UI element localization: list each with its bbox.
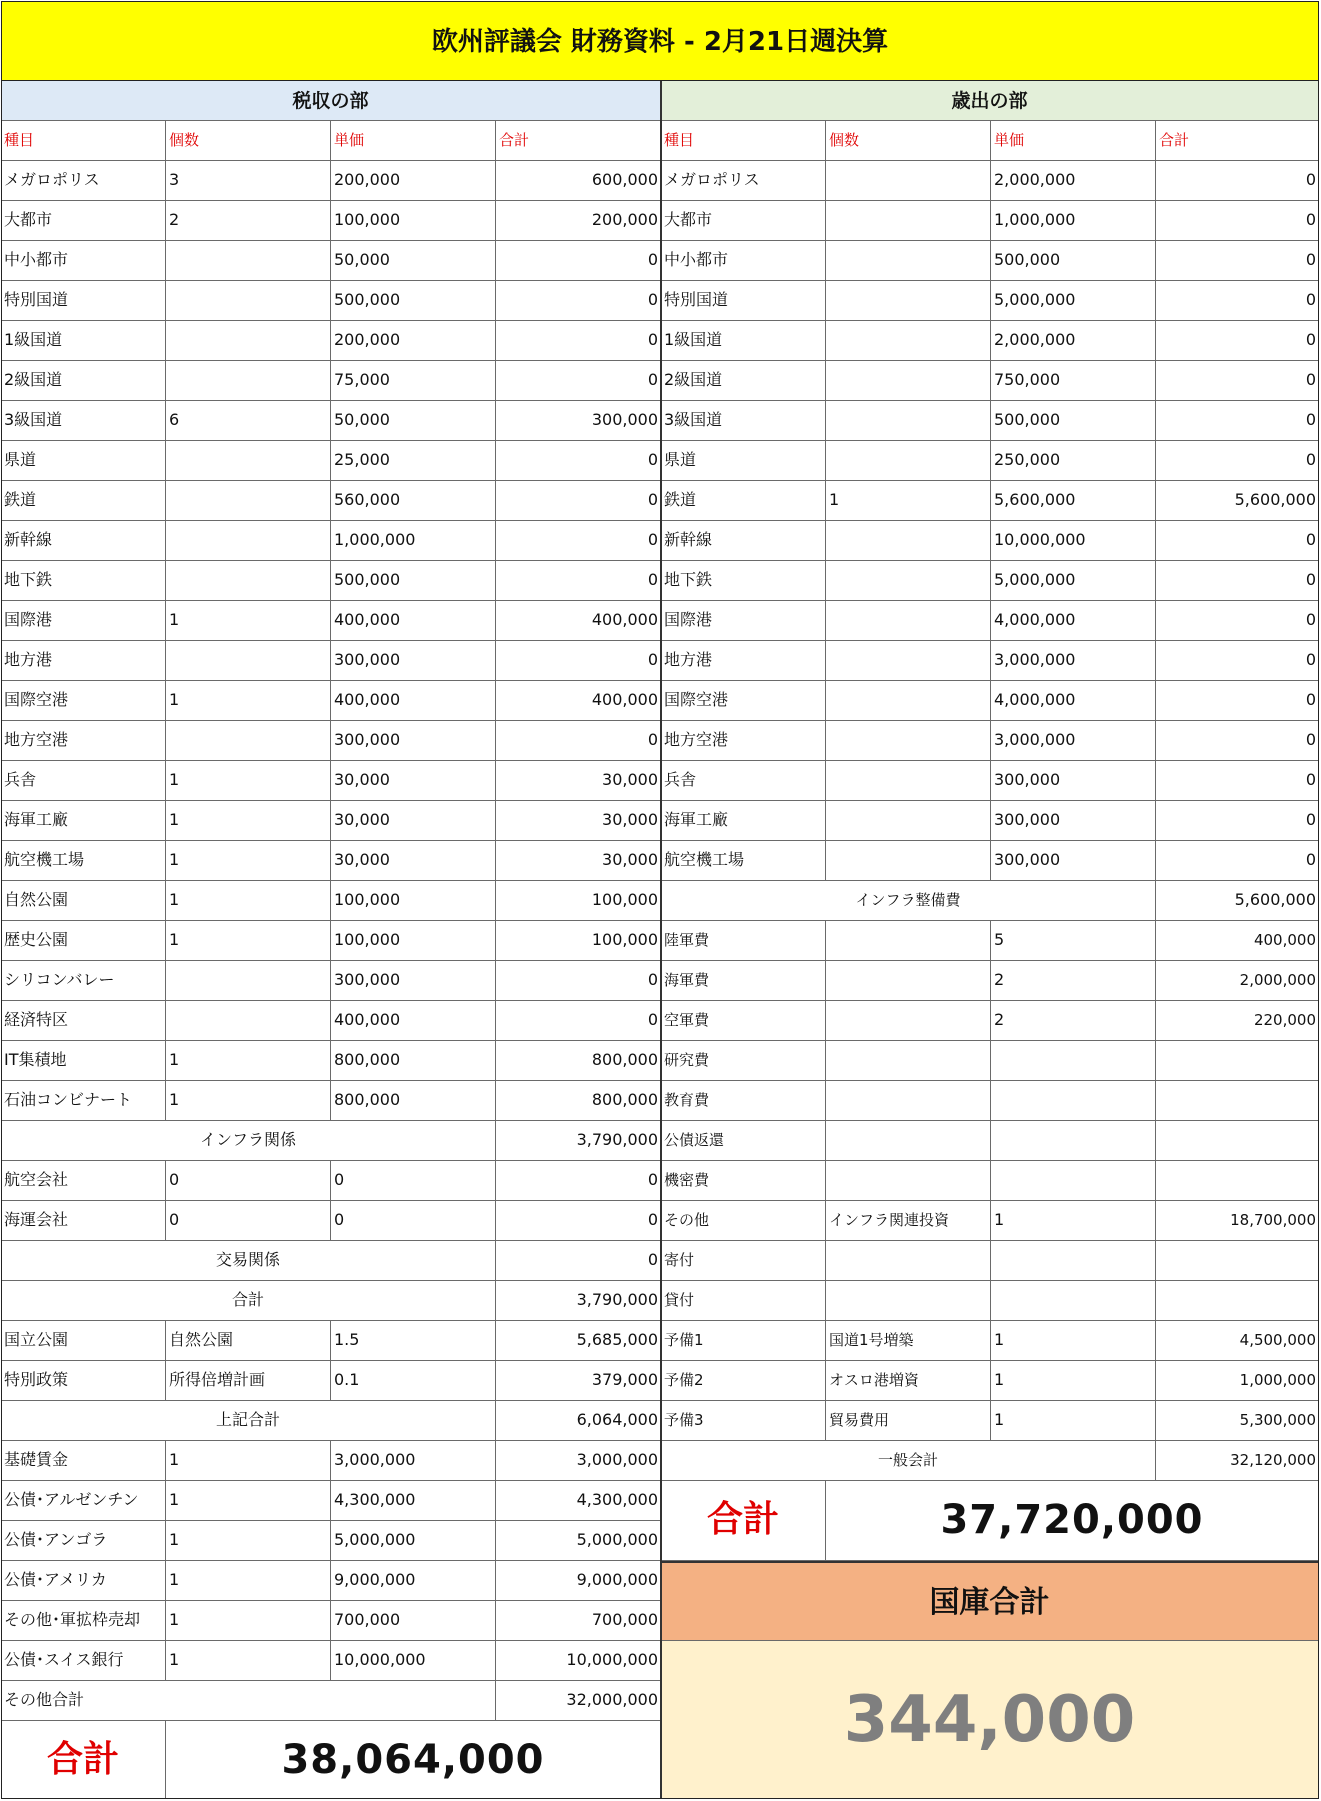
- revenue-cell: 200,000: [496, 201, 661, 241]
- revenue-cell: 30,000: [331, 801, 496, 841]
- expense-cell: [826, 1041, 991, 1081]
- expense-cell: 1: [826, 481, 991, 521]
- expense-cell: その他: [661, 1201, 826, 1241]
- revenue-cell: 1: [166, 1481, 331, 1521]
- revenue-other-total: 32,000,000: [496, 1681, 661, 1721]
- revenue-cell: 国際空港: [1, 681, 166, 721]
- revenue-cell: 公債･アルゼンチン: [1, 1481, 166, 1521]
- revenue-cell: [166, 441, 331, 481]
- expense-cell: 500,000: [991, 401, 1156, 441]
- revenue-cell: IT集積地: [1, 1041, 166, 1081]
- expense-cell: 研究費: [661, 1041, 826, 1081]
- revenue-other-label: その他合計: [1, 1681, 496, 1721]
- revenue-cell: 航空会社: [1, 1161, 166, 1201]
- treasury-label: 国庫合計: [661, 1561, 1319, 1641]
- revenue-cell: 300,000: [496, 401, 661, 441]
- revenue-subtotal-total: 6,064,000: [496, 1401, 661, 1441]
- expense-cell: 18,700,000: [1156, 1201, 1319, 1241]
- expense-cell: [826, 921, 991, 961]
- side-divider: [660, 81, 662, 1799]
- expense-cell: 陸軍費: [661, 921, 826, 961]
- expense-cell: 中小都市: [661, 241, 826, 281]
- expense-cell: 0: [1156, 561, 1319, 601]
- revenue-cell: 0: [496, 521, 661, 561]
- revenue-cell: 1: [166, 881, 331, 921]
- expense-cell: [826, 721, 991, 761]
- expense-cell: [826, 841, 991, 881]
- expense-cell: 0: [1156, 601, 1319, 641]
- revenue-cell: 兵舎: [1, 761, 166, 801]
- revenue-cell: 鉄道: [1, 481, 166, 521]
- revenue-cell: 400,000: [331, 601, 496, 641]
- expense-cell: 予備1: [661, 1321, 826, 1361]
- revenue-cell: [166, 721, 331, 761]
- expense-cell: [826, 281, 991, 321]
- revenue-cell: 新幹線: [1, 521, 166, 561]
- revenue-cell: 1: [166, 1441, 331, 1481]
- expense-cell: 1級国道: [661, 321, 826, 361]
- expense-cell: [826, 241, 991, 281]
- expense-cell: [826, 361, 991, 401]
- expense-general-label: 一般会計: [661, 1441, 1156, 1481]
- revenue-cell: 5,000,000: [496, 1521, 661, 1561]
- revenue-cell: 0: [496, 1201, 661, 1241]
- revenue-cell: 1.5: [331, 1321, 496, 1361]
- revenue-cell: 0: [496, 1001, 661, 1041]
- expense-cell: 0: [1156, 241, 1319, 281]
- revenue-cell: 0: [496, 1161, 661, 1201]
- expense-cell: 0: [1156, 361, 1319, 401]
- revenue-cell: 1: [166, 1641, 331, 1681]
- expense-cell: 0: [1156, 641, 1319, 681]
- revenue-cell: 自然公園: [166, 1321, 331, 1361]
- revenue-cell: シリコンバレー: [1, 961, 166, 1001]
- expense-cell: [1156, 1121, 1319, 1161]
- revenue-cell: 0: [496, 961, 661, 1001]
- expense-cell: 3,000,000: [991, 641, 1156, 681]
- revenue-cell: 10,000,000: [331, 1641, 496, 1681]
- expense-cell: 2,000,000: [1156, 961, 1319, 1001]
- expense-cell: 5,300,000: [1156, 1401, 1319, 1441]
- expense-cell: [826, 1001, 991, 1041]
- revenue-col-header: 種目: [1, 121, 166, 161]
- expense-cell: 貿易費用: [826, 1401, 991, 1441]
- expense-cell: [826, 641, 991, 681]
- revenue-cell: 379,000: [496, 1361, 661, 1401]
- revenue-cell: [166, 1001, 331, 1041]
- expense-cell: 10,000,000: [991, 521, 1156, 561]
- expense-cell: [826, 161, 991, 201]
- revenue-cell: 0: [496, 641, 661, 681]
- revenue-cell: [166, 241, 331, 281]
- expense-col-header: 単価: [991, 121, 1156, 161]
- expense-cell: [826, 521, 991, 561]
- revenue-cell: 自然公園: [1, 881, 166, 921]
- revenue-cell: 公債･スイス銀行: [1, 1641, 166, 1681]
- revenue-cell: 4,300,000: [331, 1481, 496, 1521]
- expense-cell: 2: [991, 961, 1156, 1001]
- expense-cell: 空軍費: [661, 1001, 826, 1041]
- expense-cell: 250,000: [991, 441, 1156, 481]
- revenue-cell: 200,000: [331, 161, 496, 201]
- revenue-cell: 国立公園: [1, 1321, 166, 1361]
- expense-cell: 5: [991, 921, 1156, 961]
- revenue-cell: 100,000: [331, 921, 496, 961]
- expense-cell: 0: [1156, 321, 1319, 361]
- revenue-cell: 1: [166, 921, 331, 961]
- expense-cell: 新幹線: [661, 521, 826, 561]
- revenue-cell: [166, 641, 331, 681]
- revenue-cell: 800,000: [331, 1081, 496, 1121]
- expense-cell: 220,000: [1156, 1001, 1319, 1041]
- expense-cell: [826, 561, 991, 601]
- revenue-cell: 800,000: [331, 1041, 496, 1081]
- revenue-cell: 300,000: [331, 641, 496, 681]
- expense-grand-label: 合計: [661, 1481, 826, 1561]
- expense-col-header: 個数: [826, 121, 991, 161]
- revenue-cell: 800,000: [496, 1041, 661, 1081]
- revenue-cell: 600,000: [496, 161, 661, 201]
- revenue-cell: 経済特区: [1, 1001, 166, 1041]
- revenue-cell: その他･軍拡枠売却: [1, 1601, 166, 1641]
- revenue-cell: 25,000: [331, 441, 496, 481]
- expense-cell: 0: [1156, 521, 1319, 561]
- revenue-cell: 0: [166, 1201, 331, 1241]
- revenue-cell: 3級国道: [1, 401, 166, 441]
- revenue-cell: 0: [496, 241, 661, 281]
- revenue-cell: 1: [166, 601, 331, 641]
- expense-cell: 地方空港: [661, 721, 826, 761]
- expense-cell: 貸付: [661, 1281, 826, 1321]
- expense-cell: [1156, 1161, 1319, 1201]
- revenue-cell: 30,000: [496, 801, 661, 841]
- expense-cell: 0: [1156, 761, 1319, 801]
- expense-cell: 予備2: [661, 1361, 826, 1401]
- expense-cell: 4,000,000: [991, 601, 1156, 641]
- revenue-sum-label: 合計: [1, 1281, 496, 1321]
- expense-cell: [1156, 1281, 1319, 1321]
- expense-cell: 公債返還: [661, 1121, 826, 1161]
- revenue-cell: 0: [496, 561, 661, 601]
- revenue-cell: 地方空港: [1, 721, 166, 761]
- expense-cell: [826, 441, 991, 481]
- revenue-cell: 所得倍増計画: [166, 1361, 331, 1401]
- revenue-cell: [166, 281, 331, 321]
- revenue-cell: 0: [166, 1161, 331, 1201]
- expense-cell: 地下鉄: [661, 561, 826, 601]
- revenue-cell: 100,000: [331, 881, 496, 921]
- revenue-cell: 県道: [1, 441, 166, 481]
- revenue-cell: 3,000,000: [331, 1441, 496, 1481]
- revenue-cell: 30,000: [331, 761, 496, 801]
- revenue-cell: [166, 561, 331, 601]
- revenue-cell: 50,000: [331, 241, 496, 281]
- revenue-cell: 700,000: [496, 1601, 661, 1641]
- revenue-cell: 0: [496, 361, 661, 401]
- revenue-cell: 100,000: [496, 881, 661, 921]
- revenue-cell: 4,300,000: [496, 1481, 661, 1521]
- expense-cell: 機密費: [661, 1161, 826, 1201]
- expense-cell: [826, 1241, 991, 1281]
- expense-cell: 大都市: [661, 201, 826, 241]
- revenue-cell: 公債･アンゴラ: [1, 1521, 166, 1561]
- expense-cell: 5,600,000: [1156, 481, 1319, 521]
- expense-cell: 3級国道: [661, 401, 826, 441]
- revenue-cell: 2: [166, 201, 331, 241]
- expense-cell: 3,000,000: [991, 721, 1156, 761]
- revenue-cell: 特別国道: [1, 281, 166, 321]
- expense-cell: 寄付: [661, 1241, 826, 1281]
- expense-cell: 0: [1156, 841, 1319, 881]
- revenue-cell: 中小都市: [1, 241, 166, 281]
- revenue-cell: メガロポリス: [1, 161, 166, 201]
- revenue-cell: 30,000: [331, 841, 496, 881]
- expense-cell: [826, 321, 991, 361]
- expense-cell: 0: [1156, 681, 1319, 721]
- revenue-cell: 歴史公園: [1, 921, 166, 961]
- revenue-cell: 200,000: [331, 321, 496, 361]
- expense-cell: [991, 1241, 1156, 1281]
- revenue-trade-total: 0: [496, 1241, 661, 1281]
- revenue-cell: 75,000: [331, 361, 496, 401]
- revenue-infra-total: 3,790,000: [496, 1121, 661, 1161]
- sheet-title: 欧州評議会 財務資料 - 2月21日週決算: [1, 1, 1319, 81]
- expense-cell: 地方港: [661, 641, 826, 681]
- expense-cell: 教育費: [661, 1081, 826, 1121]
- expense-cell: 特別国道: [661, 281, 826, 321]
- expense-cell: [991, 1121, 1156, 1161]
- revenue-cell: 0: [496, 481, 661, 521]
- expense-cell: [826, 601, 991, 641]
- revenue-cell: 400,000: [331, 1001, 496, 1041]
- expense-cell: 2,000,000: [991, 321, 1156, 361]
- revenue-cell: 0: [496, 321, 661, 361]
- revenue-cell: 50,000: [331, 401, 496, 441]
- expense-grand-total: 37,720,000: [826, 1481, 1319, 1561]
- revenue-cell: 100,000: [331, 201, 496, 241]
- revenue-cell: 300,000: [331, 961, 496, 1001]
- revenue-cell: 6: [166, 401, 331, 441]
- expense-cell: [826, 681, 991, 721]
- revenue-cell: 400,000: [496, 601, 661, 641]
- expense-cell: 兵舎: [661, 761, 826, 801]
- revenue-cell: 1: [166, 1601, 331, 1641]
- revenue-subtotal-label: 上記合計: [1, 1401, 496, 1441]
- revenue-cell: 100,000: [496, 921, 661, 961]
- revenue-cell: 0: [496, 721, 661, 761]
- revenue-heading: 税収の部: [1, 81, 661, 121]
- expense-cell: 国際空港: [661, 681, 826, 721]
- expense-cell: [991, 1281, 1156, 1321]
- revenue-cell: 1: [166, 1081, 331, 1121]
- revenue-cell: 特別政策: [1, 1361, 166, 1401]
- revenue-cell: 0: [496, 281, 661, 321]
- revenue-cell: 0: [331, 1161, 496, 1201]
- expense-cell: [826, 961, 991, 1001]
- expense-cell: 1: [991, 1401, 1156, 1441]
- revenue-cell: 0: [331, 1201, 496, 1241]
- expense-cell: 予備3: [661, 1401, 826, 1441]
- expense-cell: 1,000,000: [1156, 1361, 1319, 1401]
- expense-cell: インフラ関連投資: [826, 1201, 991, 1241]
- expense-general-total: 32,120,000: [1156, 1441, 1319, 1481]
- expense-heading: 歳出の部: [661, 81, 1319, 121]
- expense-infra-total: 5,600,000: [1156, 881, 1319, 921]
- expense-cell: 5,000,000: [991, 281, 1156, 321]
- revenue-cell: [166, 361, 331, 401]
- expense-cell: 鉄道: [661, 481, 826, 521]
- expense-cell: 750,000: [991, 361, 1156, 401]
- expense-cell: 400,000: [1156, 921, 1319, 961]
- expense-cell: [826, 1121, 991, 1161]
- expense-cell: 2,000,000: [991, 161, 1156, 201]
- revenue-cell: 0.1: [331, 1361, 496, 1401]
- expense-cell: 1: [991, 1321, 1156, 1361]
- expense-cell: 1: [991, 1361, 1156, 1401]
- expense-cell: 0: [1156, 401, 1319, 441]
- revenue-cell: 基礎賃金: [1, 1441, 166, 1481]
- expense-infra-label: インフラ整備費: [661, 881, 1156, 921]
- revenue-cell: 700,000: [331, 1601, 496, 1641]
- revenue-col-header: 合計: [496, 121, 661, 161]
- revenue-cell: 30,000: [496, 761, 661, 801]
- revenue-cell: 5,685,000: [496, 1321, 661, 1361]
- revenue-cell: 10,000,000: [496, 1641, 661, 1681]
- revenue-cell: 2級国道: [1, 361, 166, 401]
- expense-cell: [826, 761, 991, 801]
- expense-cell: 1,000,000: [991, 201, 1156, 241]
- revenue-cell: 地方港: [1, 641, 166, 681]
- expense-cell: 5,000,000: [991, 561, 1156, 601]
- revenue-infra-label: インフラ関係: [1, 1121, 496, 1161]
- expense-cell: [1156, 1041, 1319, 1081]
- expense-cell: [991, 1161, 1156, 1201]
- revenue-cell: 3,000,000: [496, 1441, 661, 1481]
- revenue-cell: 1: [166, 1041, 331, 1081]
- revenue-cell: 大都市: [1, 201, 166, 241]
- revenue-cell: 9,000,000: [331, 1561, 496, 1601]
- revenue-sum-total: 3,790,000: [496, 1281, 661, 1321]
- expense-cell: 300,000: [991, 761, 1156, 801]
- revenue-cell: 560,000: [331, 481, 496, 521]
- revenue-col-header: 単価: [331, 121, 496, 161]
- revenue-cell: 地下鉄: [1, 561, 166, 601]
- revenue-cell: 400,000: [496, 681, 661, 721]
- revenue-cell: 3: [166, 161, 331, 201]
- revenue-cell: 海軍工廠: [1, 801, 166, 841]
- expense-cell: 2級国道: [661, 361, 826, 401]
- revenue-cell: 9,000,000: [496, 1561, 661, 1601]
- revenue-cell: 国際港: [1, 601, 166, 641]
- expense-cell: 0: [1156, 441, 1319, 481]
- expense-col-header: 合計: [1156, 121, 1319, 161]
- expense-cell: 海軍工廠: [661, 801, 826, 841]
- expense-cell: [826, 801, 991, 841]
- revenue-cell: 1: [166, 801, 331, 841]
- expense-cell: [1156, 1081, 1319, 1121]
- expense-cell: [991, 1041, 1156, 1081]
- expense-cell: 0: [1156, 801, 1319, 841]
- expense-cell: [826, 1081, 991, 1121]
- revenue-cell: 1: [166, 761, 331, 801]
- revenue-cell: 30,000: [496, 841, 661, 881]
- expense-col-header: 種目: [661, 121, 826, 161]
- revenue-cell: 5,000,000: [331, 1521, 496, 1561]
- revenue-cell: 800,000: [496, 1081, 661, 1121]
- treasury-value: 344,000: [661, 1641, 1319, 1799]
- revenue-cell: 公債･アメリカ: [1, 1561, 166, 1601]
- expense-cell: 500,000: [991, 241, 1156, 281]
- revenue-grand-total: 38,064,000: [166, 1721, 661, 1799]
- revenue-cell: 300,000: [331, 721, 496, 761]
- revenue-cell: 1: [166, 841, 331, 881]
- revenue-trade-label: 交易関係: [1, 1241, 496, 1281]
- expense-cell: 海軍費: [661, 961, 826, 1001]
- expense-cell: [826, 401, 991, 441]
- expense-cell: [991, 1081, 1156, 1121]
- expense-cell: 0: [1156, 281, 1319, 321]
- expense-cell: 4,500,000: [1156, 1321, 1319, 1361]
- expense-cell: 300,000: [991, 801, 1156, 841]
- expense-cell: 0: [1156, 721, 1319, 761]
- expense-cell: 1: [991, 1201, 1156, 1241]
- revenue-cell: 1: [166, 1521, 331, 1561]
- revenue-cell: 0: [496, 441, 661, 481]
- revenue-cell: 400,000: [331, 681, 496, 721]
- expense-cell: 5,600,000: [991, 481, 1156, 521]
- expense-cell: [1156, 1241, 1319, 1281]
- revenue-cell: 1級国道: [1, 321, 166, 361]
- expense-cell: 2: [991, 1001, 1156, 1041]
- revenue-cell: [166, 481, 331, 521]
- expense-cell: [826, 1161, 991, 1201]
- expense-cell: [826, 201, 991, 241]
- revenue-cell: 1,000,000: [331, 521, 496, 561]
- revenue-cell: 航空機工場: [1, 841, 166, 881]
- revenue-cell: [166, 961, 331, 1001]
- expense-cell: 県道: [661, 441, 826, 481]
- revenue-grand-label: 合計: [1, 1721, 166, 1799]
- revenue-cell: 500,000: [331, 561, 496, 601]
- expense-cell: メガロポリス: [661, 161, 826, 201]
- revenue-col-header: 個数: [166, 121, 331, 161]
- revenue-cell: 1: [166, 1561, 331, 1601]
- revenue-cell: 1: [166, 681, 331, 721]
- revenue-cell: 500,000: [331, 281, 496, 321]
- revenue-cell: [166, 521, 331, 561]
- expense-cell: [826, 1281, 991, 1321]
- expense-cell: 国際港: [661, 601, 826, 641]
- expense-cell: 0: [1156, 161, 1319, 201]
- expense-cell: 国道1号増築: [826, 1321, 991, 1361]
- expense-cell: 300,000: [991, 841, 1156, 881]
- expense-cell: 航空機工場: [661, 841, 826, 881]
- finance-sheet: [1, 1, 1319, 1799]
- revenue-cell: [166, 321, 331, 361]
- expense-cell: 0: [1156, 201, 1319, 241]
- expense-cell: 4,000,000: [991, 681, 1156, 721]
- revenue-cell: 海運会社: [1, 1201, 166, 1241]
- revenue-cell: 石油コンビナート: [1, 1081, 166, 1121]
- expense-cell: オスロ港増資: [826, 1361, 991, 1401]
